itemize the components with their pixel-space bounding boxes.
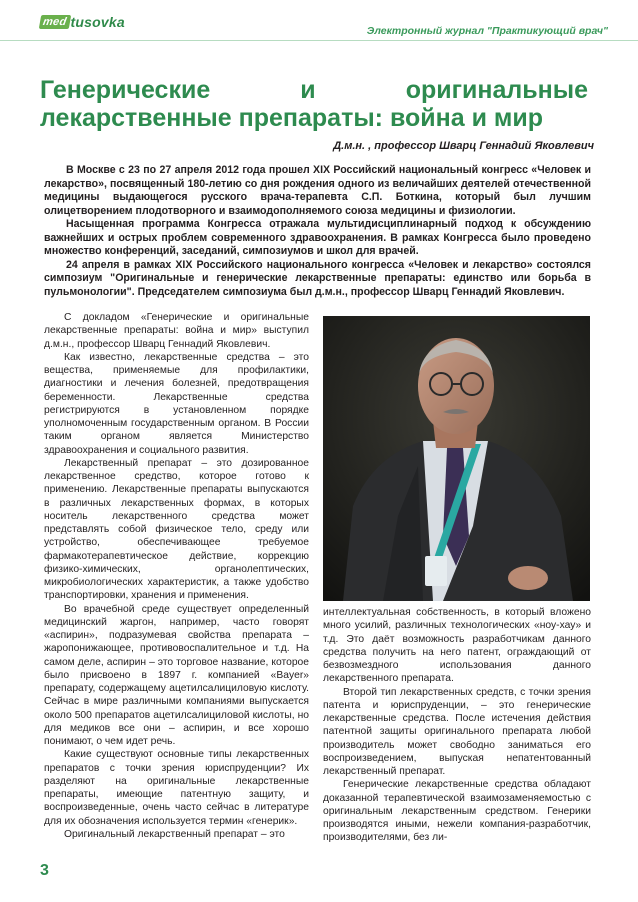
- journal-name: Электронный журнал "Практикующий врач": [366, 25, 608, 37]
- site-logo[interactable]: [40, 12, 125, 32]
- article-title: Генерические и оригинальные лекарственные препараты: война и мир: [40, 76, 588, 132]
- body-paragraph: С докладом «Генерические и оригинальные лекарственные препараты: война и мир» выступил д.м.н., профессор Шварц Геннадий Яковлевич.: [44, 312, 309, 350]
- body-paragraph: Генерические лекарственные средства обладают доказанной терапевтической взаимозаменяемостью с оригинальным лекарственным средством. Генерики производятся иными, нежели компания-разработчик, производителями, без ли-: [323, 779, 591, 844]
- body-paragraph: Как известно, лекарственные средства – это вещества, применяемые для профилактики, диагностики и лечения болезней, предотвращения беременности. Лекарственные средства регистрируются в установленном порядке уполномоченным государственным органом. В России таким органом является Министерство здравоохранения и социального развития.: [44, 351, 309, 456]
- speaker-photo-image: [323, 316, 590, 601]
- article-lead: [44, 164, 591, 299]
- body-paragraph: Оригинальный лекарственный препарат – это: [64, 828, 285, 840]
- article-author: Д.м.н. , профессор Шварц Геннадий Яковлевич: [333, 140, 594, 152]
- logo-text: tusovka: [70, 14, 125, 30]
- body-paragraph: Какие существуют основные типы лекарственных препаратов с точки зрения юриспруденции? Их разделяют на оригинальные лекарственные препараты, имеющие патентную защиту, и воспроизведенные, очень часто сейчас в литературе для их обозначения используется термин «генерик».: [44, 749, 309, 827]
- speaker-photo: [323, 316, 590, 601]
- lead-paragraph: 24 апреля в рамках XIX Российского национального конгресса «Человек и лекарство» состоялся симпозиум "Оригинальные и генерические лекарственные препараты: единство или борьба в пульмонологии". Председателем симпозиума был д.м.н., профессор Шварц Геннадий Яковлевич.: [44, 258, 591, 298]
- logo-badge: med: [39, 15, 71, 29]
- body-paragraph: Второй тип лекарственных средств, с точки зрения патента и юриспруденции, – это генерические лекарственные средства. После истечения действия патентной защиты оригинального препарата любой производитель может свободно заниматься его воспроизведением, выпуская непатентованный лекарственный препарат.: [323, 686, 591, 777]
- body-paragraph: Лекарственный препарат – это дозированное лекарственное средство, которое готово к применению. Лекарственные препараты выпускаются в различных лекарственных формах, в которых носитель лекарственного средства может представлять собой физическое тело, среду или устройство, обеспечивающее требуемое фармакотерапевтическое действие, коррекцию физико-химических, органолептических, микробиологических характеристик, а также удобство транспортировки, хранения и применения.: [44, 457, 309, 602]
- text-column-left: [44, 311, 309, 841]
- body-paragraph: Во врачебной среде существует определенный медицинский жаргон, например, часто говорят «аспирин», подразумевая свойства препарата – жаропонижающее, противовоспалительное и т.д. На самом деле, аспирин – это торговое название, которое было присвоено в 1897 г. компанией «Bayer» препарату, содержащему ацетилсалициловую кислоту. Сейчас в мире различными компаниями выпускается около 500 препаратов ацетилсалициловой кислоты, но для медиков все они – аспирин, и все хорошо понимают, о чем идет речь.: [44, 603, 309, 747]
- lead-paragraph: В Москве с 23 по 27 апреля 2012 года прошел XIX Российский национальный конгресс «Человек и лекарство», посвященный 180-летию со дня рождения одного из величайших деятелей отечественной медицины выдающегося русского врача-терапевта С.П. Боткина, который был лучшим олицетворением плодотворного и взаимодополняемого союза медицины и физиологии.: [44, 164, 591, 217]
- body-paragraph: интеллектуальная собственность, в который вложено много усилий, различных технологических «ноу-хау» и т.д. Это даёт возможность разработчикам данного средства получить на него патент, ограждающий от безвозмездного использования данного лекарственного препарата.: [323, 607, 591, 685]
- lead-paragraph: Насыщенная программа Конгресса отражала мультидисциплинарный подход к обсуждению важнейших и острых проблем современного здравоохранения. В рамках Конгресса было проведено множество конференций, заседаний, симпозиумов и школ для врачей.: [44, 218, 591, 257]
- text-column-right: [323, 606, 591, 845]
- header-divider: [0, 40, 638, 41]
- page-number: 3: [40, 862, 49, 879]
- page-header: [0, 0, 638, 46]
